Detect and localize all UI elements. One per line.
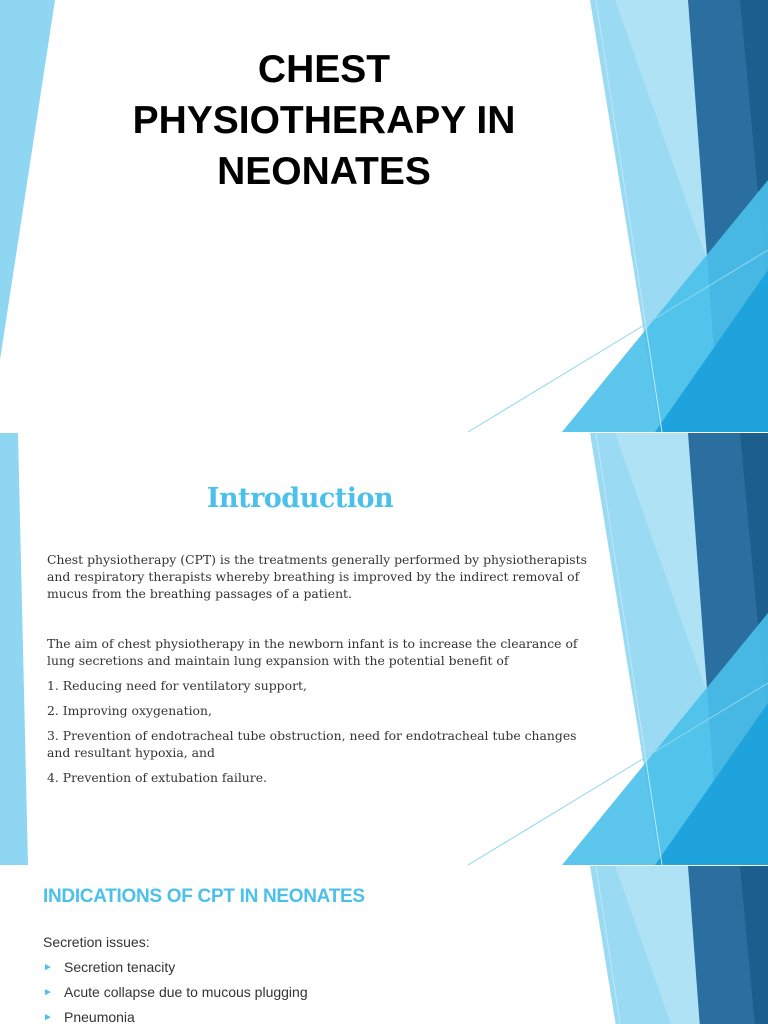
title-line: PHYSIOTHERAPY IN [132,99,516,142]
arrow-bullet-icon: ► [43,962,53,973]
list-item-text: Pneumonia [64,1009,135,1024]
list-label: Secretion issues: [43,934,150,950]
list-item [43,959,563,975]
arrow-bullet-icon: ► [43,987,53,998]
indications-body [43,934,563,1024]
intro-body [47,551,587,794]
title-line: NEONATES [217,150,431,193]
benefit-item: 2. Improving oxygenation, [47,703,212,718]
section-heading: INDICATIONS OF CPT IN NEONATES [43,886,365,907]
list-item [43,984,563,1000]
list-item-text: Acute collapse due to mucous plugging [64,984,308,1000]
benefit-item: 1. Reducing need for ventilatory support, [47,678,307,693]
arrow-bullet-icon: ► [43,1012,53,1023]
section-heading: Introduction [206,483,394,514]
list-item-text: Secretion tenacity [64,959,176,975]
slide-2 [0,433,768,865]
list-item [43,1009,563,1024]
indications-list [43,959,563,1024]
slide-title [60,44,588,197]
slide-3 [0,866,768,1024]
benefit-item: 3. Prevention of endotracheal tube obstruction, need for endotracheal tube changes and resultant hypoxia, and [47,728,577,760]
benefit-item: 4. Prevention of extubation failure. [47,770,267,785]
title-line: CHEST [257,48,391,91]
aim-paragraph: The aim of chest physiotherapy in the newborn infant is to increase the clearance of lung secretions and maintain lung expansion with the potential benefit of [47,636,578,668]
intro-paragraph: Chest physiotherapy (CPT) is the treatments generally performed by physiotherapists and respiratory therapists whereby breathing is improved by the indirect removal of mucus from the breathing passages of a patient. [47,552,587,601]
slide-1 [0,0,768,432]
